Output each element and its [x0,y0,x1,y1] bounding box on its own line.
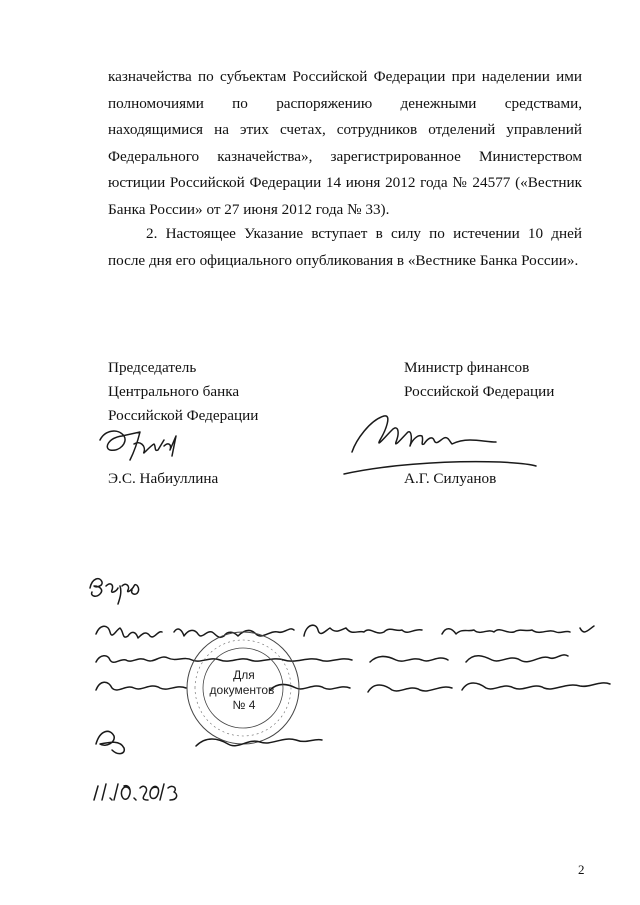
signature-certifier [96,731,322,753]
paragraph-line: находящимися на этих счетах, сотрудников отделений управлений [108,121,582,138]
signatory-title-line: Российской Федерации [404,383,555,400]
signature-right [344,416,536,474]
stamp-line: № 4 [232,698,256,712]
handwriting-position-line1 [96,625,594,638]
paragraph-line: 2. Настоящее Указание вступает в силу по истечении 10 дней [146,225,582,242]
handwriting-position-line3 [96,682,610,692]
handwriting-position-line2 [96,655,568,662]
stamp-line: Для [233,668,255,682]
paragraph-line: полномочиями по распоряжению денежными средствами, [108,94,582,112]
paragraph-line: казначейства по субъектам Российской Федерации при наделении ими [108,68,582,85]
signatory-title-line: Министр финансов [404,359,530,376]
handwriting-date [94,784,177,800]
paragraph-line: после дня его официального опубликования в «Вестнике Банка России». [108,251,579,269]
paragraph-line: юстиции Российской Федерации 14 июня 2012 года № 24577 («Вестник [108,174,582,191]
stamp-line: документов [209,683,275,697]
signatory-title-line: Российской Федерации [108,407,259,424]
signatory-name-right: А.Г. Силуанов [404,470,497,487]
paragraph-line: Банка России» от 27 июня 2012 года № 33). [108,200,390,218]
page-number: 2 [578,862,585,877]
signatory-name-left: Э.С. Набиуллина [108,470,219,487]
signatory-title-line: Председатель [108,359,197,376]
handwriting-verified [90,579,139,604]
signature-left [100,431,176,460]
signatory-title-line: Центрального банка [108,383,240,400]
paragraph-line: Федерального казначейства», зарегистрированное Министерством [108,147,582,165]
